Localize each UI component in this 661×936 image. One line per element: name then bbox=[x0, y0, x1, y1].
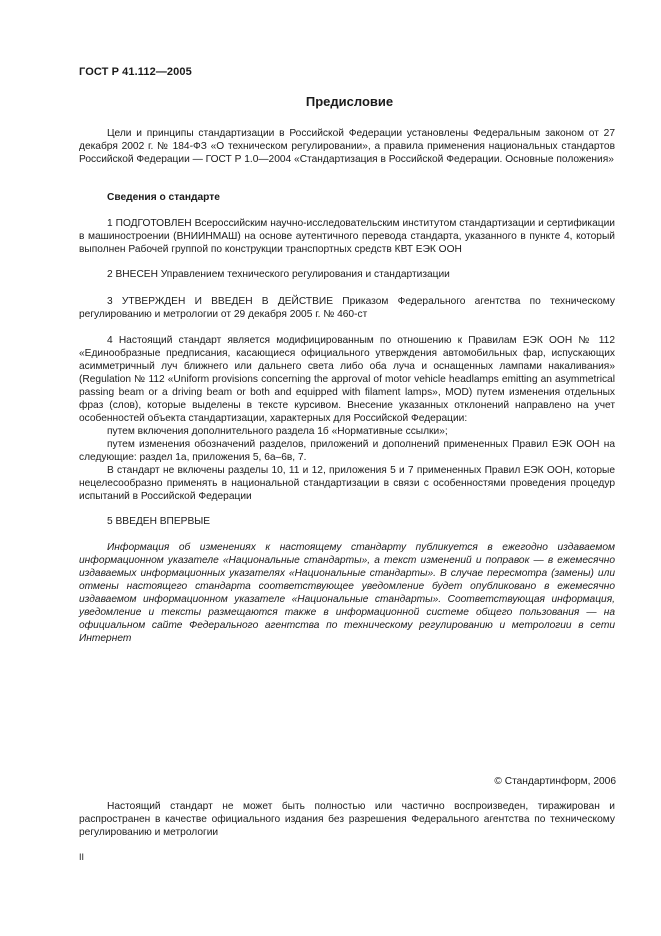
section-heading: Сведения о стандарте bbox=[107, 192, 220, 203]
page-number: II bbox=[79, 852, 85, 862]
item-4-block bbox=[79, 334, 615, 503]
item-4: 4 Настоящий стандарт является модифицированным по отношению к Правилам ЕЭК ООН № 112 «Единообразные предписания, касающиеся официального утверждения автомобильных фар, испускающих асимметричный луч ближнего или дальнего света либо оба луча и оснащенных лампами накаливания» (Regulation № 112 «Uniform provisions concerning the approval of motor vehicle headlamps emitting an asymmetrical passing beam or a driving beam or both and equipped with filament lamps», MOD) путем изменения отдельных фраз (слов), которые выделены в тексте курсивом. Внесение указанных отклонений направлено на учет особенностей объекта стандартизации, характерных для Российской Федерации: bbox=[79, 335, 615, 424]
info-notice-block bbox=[79, 541, 615, 645]
item-3: 3 УТВЕРЖДЕН И ВВЕДЕН В ДЕЙСТВИЕ Приказом Федерального агентства по техническому регулированию и метрологии от 29 декабря 2005 г. № 460-ст bbox=[79, 296, 615, 320]
copyright: © Стандартинформ, 2006 bbox=[494, 776, 616, 787]
item-2: 2 ВНЕСЕН Управлением технического регулирования и стандартизации bbox=[107, 269, 450, 280]
reproduction-notice-block bbox=[79, 800, 615, 839]
item-1: 1 ПОДГОТОВЛЕН Всероссийским научно-исследовательским институтом стандартизации и сертификации в машиностроении (ВНИИНМАШ) на основе аутентичного перевода стандарта, указанного в пункте 4, который выполнен Рабочей группой по конструкции транспортных средств КВТ ЕЭК ООН bbox=[79, 218, 615, 255]
item-5: 5 ВВЕДЕН ВПЕРВЫЕ bbox=[107, 516, 211, 527]
item-1-block bbox=[79, 217, 615, 256]
reproduction-notice: Настоящий стандарт не может быть полностью или частично воспроизведен, тиражирован и распространен в качестве официального издания без разрешения Федерального агентства по техническому регулированию и метрологии bbox=[79, 801, 615, 838]
item-5-block bbox=[79, 515, 615, 528]
item-4-a: путем включения дополнительного раздела 1б «Нормативные ссылки»; bbox=[107, 426, 448, 437]
item-2-block bbox=[79, 268, 615, 281]
info-notice: Информация об изменениях к настоящему стандарту публикуется в ежегодно издаваемом информационном указателе «Национальные стандарты», а текст изменений и поправок — в ежемесячно издаваемых информационных указателях «Национальные стандарты». В случае пересмотра (замены) или отмены настоящего стандарта соответствующее уведомление будет опубликовано в ежемесячно издаваемом информационном указателе «Национальные стандарты». Соответствующая информация, уведомление и тексты размещаются также в информационной системе общего пользования — на официальном сайте Федерального агентства по техническому регулированию и метрологии в сети Интернет bbox=[79, 542, 615, 644]
standard-id: ГОСТ Р 41.112—2005 bbox=[79, 66, 192, 78]
item-4-c: В стандарт не включены разделы 10, 11 и 12, приложения 5 и 7 примененных Правил ЕЭК ООН, которые нецелесообразно применять в национальной стандартизации в связи с особенностями проведения процедур испытаний в Российской Федерации bbox=[79, 465, 615, 502]
page-title: Предисловие bbox=[305, 94, 394, 109]
intro-block bbox=[79, 127, 615, 166]
intro-paragraph: Цели и принципы стандартизации в Российской Федерации установлены Федеральным законом от 27 декабря 2002 г. № 184-ФЗ «О техническом регулировании», а правила применения национальных стандартов Российской Федерации — ГОСТ Р 1.0—2004 «Стандартизация в Российской Федерации. Основные положения» bbox=[79, 128, 615, 165]
item-3-block bbox=[79, 295, 615, 321]
item-4-b: путем изменения обозначений разделов, приложений и дополнений примененных Правил ЕЭК ООН на следующие: раздел 1а, приложения 5, 6а–6в, 7. bbox=[79, 439, 615, 463]
